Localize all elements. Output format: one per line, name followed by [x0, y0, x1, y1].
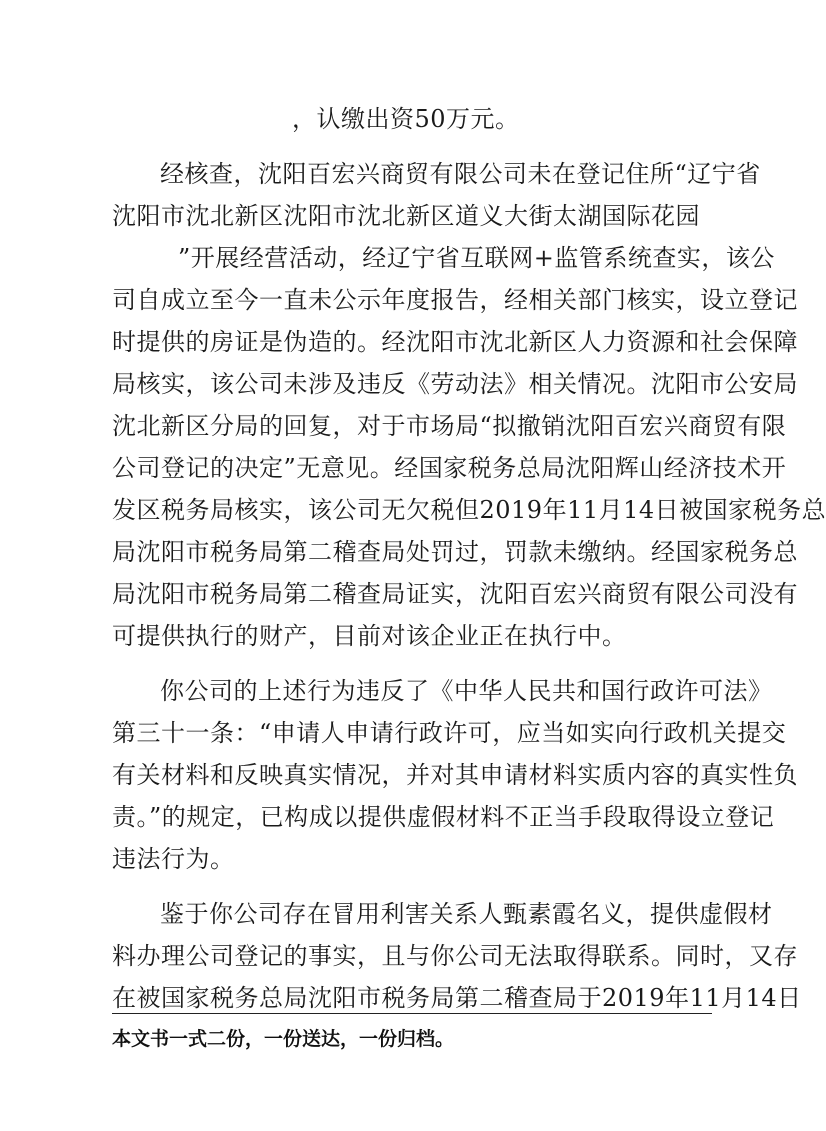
paragraph-3-line-2: 第三十一条：“申请人申请行政许可，应当如实向行政机关提交 — [112, 719, 787, 747]
paragraph-3-line-1: 你公司的上述行为违反了《中华人民共和国行政许可法》 — [160, 677, 773, 705]
footer-divider — [112, 1013, 712, 1014]
paragraph-2-line-8: 公司登记的决定”无意见。经国家税务总局沈阳辉山经济技术开 — [112, 454, 787, 482]
paragraph-2-line-11: 局沈阳市税务局第二稽查局证实，沈阳百宏兴商贸有限公司没有 — [112, 580, 798, 608]
paragraph-3-line-4: 责。”的规定，已构成以提供虚假材料不正当手段取得设立登记 — [112, 803, 775, 831]
paragraph-2-line-5: 时提供的房证是伪造的。经沈阳市沈北新区人力资源和社会保障 — [112, 328, 798, 356]
paragraph-4-line-2: 料办理公司登记的事实，且与你公司无法取得联系。同时，又存 — [112, 942, 798, 970]
paragraph-2-line-10: 局沈阳市税务局第二稽查局处罚过，罚款未缴纳。经国家税务总 — [112, 538, 798, 566]
paragraph-2-line-9: 发区税务局核实，该公司无欠税但2019年11月14日被国家税务总 — [112, 496, 826, 524]
paragraph-1-line-1: ，认缴出资50万元。 — [292, 105, 520, 133]
paragraph-4-line-1: 鉴于你公司存在冒用利害关系人甄素霞名义，提供虚假材 — [160, 900, 773, 928]
paragraph-3-line-5: 违法行为。 — [112, 845, 235, 873]
paragraph-2-line-6: 局核实，该公司未涉及违反《劳动法》相关情况。沈阳市公安局 — [112, 370, 798, 398]
paragraph-2-line-2: 沈阳市沈北新区沈阳市沈北新区道义大街太湖国际花园 — [112, 202, 700, 230]
document-body — [112, 98, 826, 1019]
redacted-area — [112, 265, 178, 266]
paragraph-2-line-3: ”开展经营活动，经辽宁省互联网+监管系统查实，该公 — [112, 237, 712, 279]
paragraph-2-line-7: 沈北新区分局的回复，对于市场局“拟撤销沈阳百宏兴商贸有限 — [112, 412, 787, 440]
paragraph-2-line-4: 司自成立至今一直未公示年度报告，经相关部门核实，设立登记 — [112, 286, 798, 314]
paragraph-2-line-1: 经核查，沈阳百宏兴商贸有限公司未在登记住所“辽宁省 — [160, 160, 761, 188]
footer-note: 本文书一式二份，一份送达，一份归档。 — [112, 1028, 455, 1050]
paragraph-2-line-12: 可提供执行的财产，目前对该企业正在执行中。 — [112, 622, 627, 650]
paragraph-3-line-3: 有关材料和反映真实情况，并对其申请材料实质内容的真实性负 — [112, 761, 798, 789]
paragraph-4-line-3: 在被国家税务总局沈阳市税务局第二稽查局于2019年11月14日 — [112, 984, 802, 1012]
